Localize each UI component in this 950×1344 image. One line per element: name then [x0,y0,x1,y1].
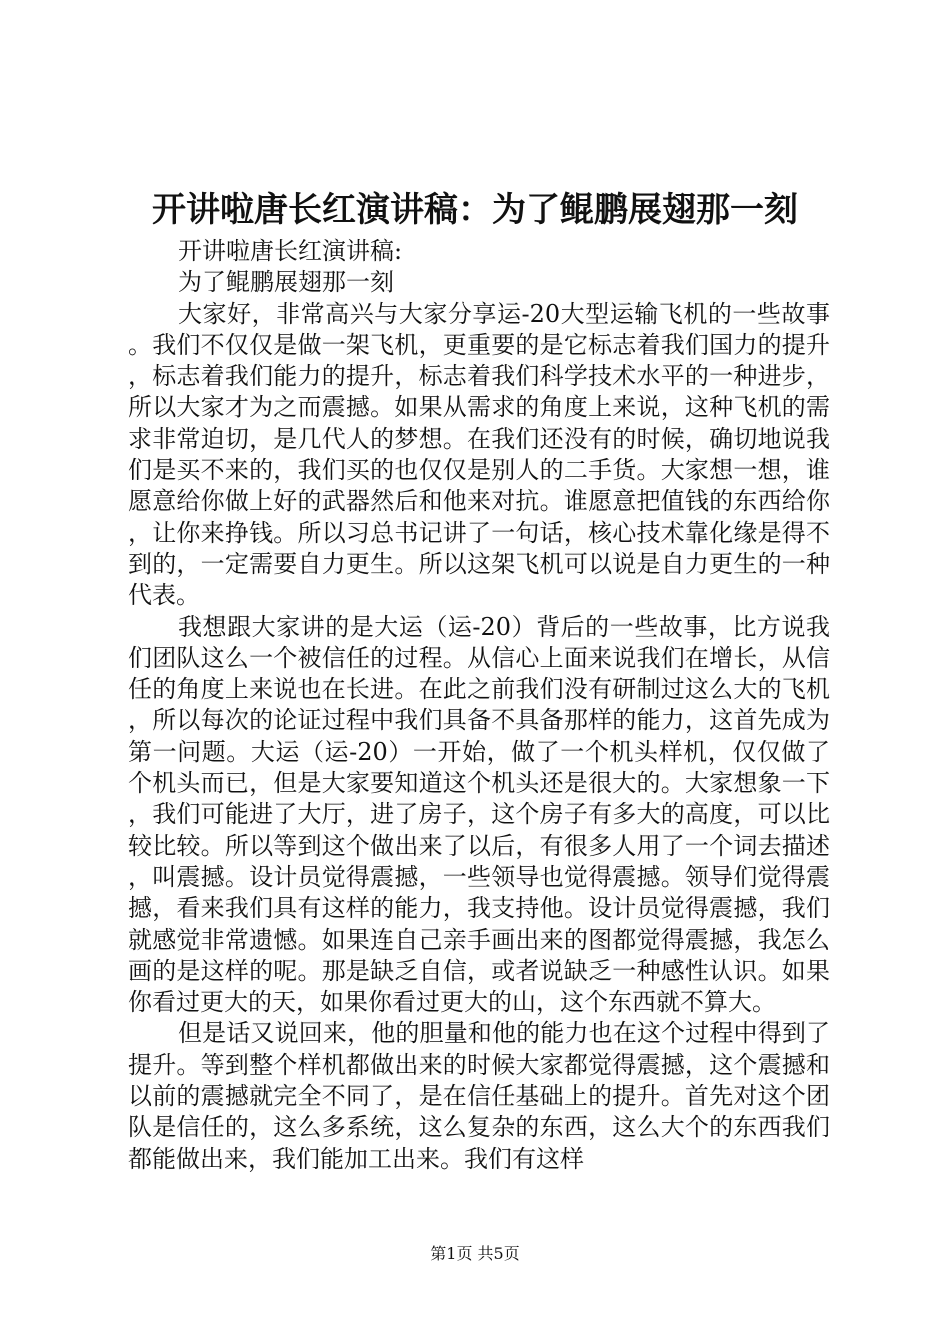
page-footer: 第1页 共5页 [430,1244,520,1263]
subtitle-line-2: 为了鲲鹏展翅那一刻 [178,268,394,297]
paragraph-2: 我想跟大家讲的是大运（运-20）背后的一些故事，比方说我们团队这么一个被信任的过程。从信心上面来说我们在增长，从信任的角度上来说也在长进。在此之前我们没有研制过这么大的飞机，所以每次的论证过程中我们具备不具备那样的能力，这首先成为第一问题。大运（运-20）一开始，做了一个机头样机，仅仅做了个机头而已，但是大家要知道这个机头还是很大的。大家想象一下，我们可能进了大厅，进了房子，这个房子有多大的高度，可以比较比较。所以等到这个做出来了以后，有很多人用了一个词去描述，叫震撼。设计员觉得震撼，一些领导也觉得震撼。领导们觉得震撼，看来我们具有这样的能力，我支持他。设计员觉得震撼，我们就感觉非常遗憾。如果连自己亲手画出来的图都觉得震撼，我怎么画的是这样的呢。那是缺乏自信，或者说缺乏一种感性认识。如果你看过更大的天，如果你看过更大的山，这个东西就不算大。 [128,612,830,1017]
paragraph-1: 大家好，非常高兴与大家分享运-20大型运输飞机的一些故事。我们不仅仅是做一架飞机，更重要的是它标志着我们国力的提升，标志着我们能力的提升，标志着我们科学技术水平的一种进步，所以大家才为之而震撼。如果从需求的角度上来说，这种飞机的需求非常迫切，是几代人的梦想。在我们还没有的时候，确切地说我们是买不来的，我们买的也仅仅是别人的二手货。大家想一想，谁愿意给你做上好的武器然后和他来对抗。谁愿意把值钱的东西给你，让你来挣钱。所以习总书记讲了一句话，核心技术靠化缘是得不到的，一定需要自力更生。所以这架飞机可以说是自力更生的一种代表。 [128,299,830,610]
subtitle-line-1: 开讲啦唐长红演讲稿: [178,237,403,265]
document-body [128,236,830,1175]
document-title: 开讲啦唐长红演讲稿：为了鲲鹏展翅那一刻 [152,190,798,230]
paragraph-3: 但是话又说回来，他的胆量和他的能力也在这个过程中得到了提升。等到整个样机都做出来的时候大家都觉得震撼，这个震撼和以前的震撼就完全不同了，是在信任基础上的提升。首先对这个团队是信任的，这么多系统，这么复杂的东西，这么大个的东西我们都能做出来，我们能加工出来。我们有这样 [128,1019,830,1173]
